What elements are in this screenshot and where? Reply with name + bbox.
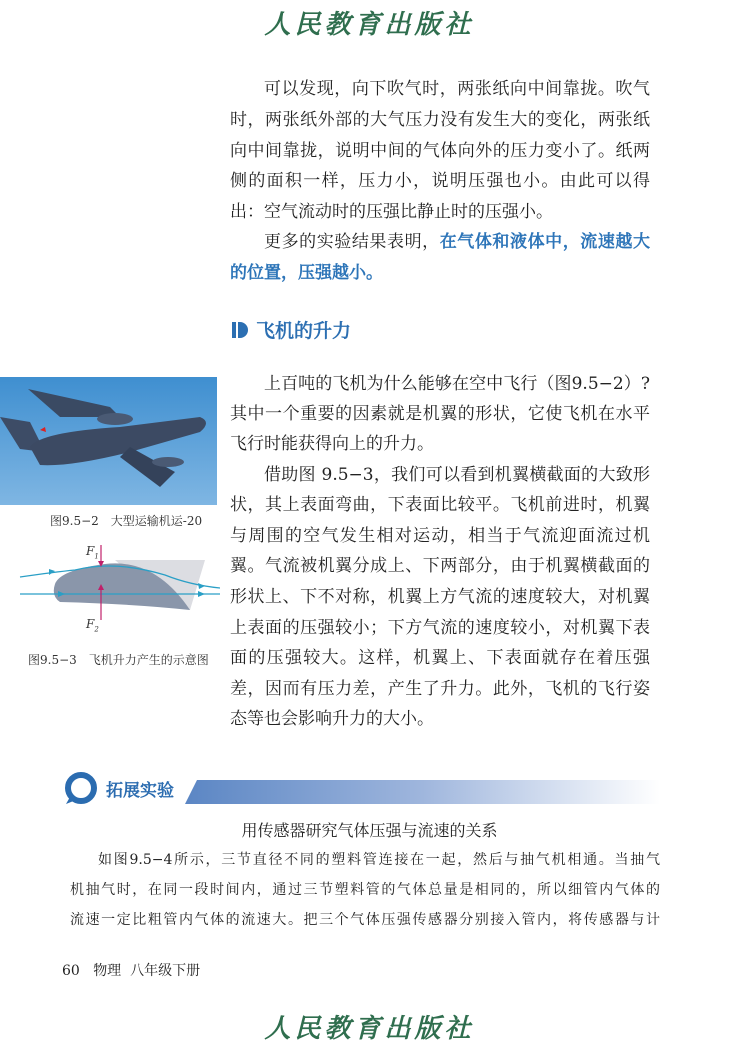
text-line: 出：空气流动时的压强比静止时的压强小。 [230, 202, 553, 222]
text-line: 向中间靠拢，说明中间的气体向外的压力变小了。纸两 [230, 141, 650, 161]
text-line: 态等也会影响升力的大小。 [230, 709, 434, 729]
text-line: 流速一定比粗管内气体的流速大。把三个气体压强传感器分别接入管内，将传感器与计 [70, 912, 660, 928]
figure-caption: 图9.5−2 大型运输机运-20 [50, 514, 203, 528]
text-line: 其中一个重要的因素就是机翼的形状，它使飞机在水平 [230, 404, 650, 424]
banner-bar [185, 780, 660, 804]
experiment-title: 用传感器研究气体压强与流速的关系 [241, 821, 498, 840]
section-heading [232, 316, 351, 343]
transport-plane-photo [0, 377, 217, 505]
figure-caption: 图9.5−3 飞机升力产生的示意图 [28, 653, 209, 667]
text-line: 侧的面积一样，压力小，说明压强也小。由此可以得 [230, 171, 650, 191]
publisher-logo-top: 人民教育出版社 [264, 10, 475, 40]
heading-text: 飞机的升力 [256, 320, 352, 342]
conclusion-highlight: 在气体和液体中，流速越大 [439, 232, 651, 252]
text-line: 上表面的压强较小；下方气流的速度较小，对机翼下表 [230, 618, 650, 638]
text-line [264, 231, 650, 253]
text-line: 如图9.5−4所示，三节直径不同的塑料管连接在一起，然后与抽气机相通。当抽气 [98, 852, 660, 868]
text-line: 面的压强较大。这样，机翼上、下表面就存在着压强 [230, 648, 650, 668]
text-line: 与周围的空气发生相对运动，相当于气流迎面流过机 [230, 526, 650, 546]
magnifier-icon [64, 772, 100, 806]
text-line: 上百吨的飞机为什么能够在空中飞行（图9.5−2）? [264, 374, 650, 394]
text-line: 状，其上表面弯曲，下表面比较平。飞机前进时，机翼 [230, 495, 650, 515]
publisher-logo-bottom: 人民教育出版社 [264, 1014, 475, 1044]
text-line: 差，因而有压力差，产生了升力。此外，飞机的飞行姿 [230, 679, 650, 699]
subject: 物理 [93, 963, 122, 979]
text-line: 飞行时能获得向上的升力。 [230, 434, 434, 454]
text-line: 可以发现，向下吹气时，两张纸向中间靠拢。吹气 [264, 79, 650, 99]
banner-title: 拓展实验 [106, 781, 174, 801]
text-line: 借助图 9.5−3，我们可以看到机翼横截面的大致形 [264, 465, 650, 485]
page-footer [62, 960, 200, 980]
conclusion-highlight: 的位置，压强越小。 [230, 263, 383, 283]
page-number: 60 [62, 963, 80, 979]
force-f1-label: $F_1$ [86, 544, 99, 561]
grade: 八年级下册 [130, 963, 201, 979]
text-line: 时，两张纸外部的大气压力没有发生大的变化，两张纸 [230, 110, 650, 130]
text-line: 机抽气时，在同一段时间内，通过三节塑料管的气体总量是相同的，所以细管内气体的 [70, 882, 660, 898]
force-f2-label: $F_2$ [86, 617, 99, 634]
extension-banner [60, 772, 660, 804]
text-line: 形状上、下不对称，机翼上方气流的速度较大，对机翼 [230, 587, 650, 607]
wing-lift-diagram [15, 540, 220, 640]
text-line: 翼。气流被机翼分成上、下两部分，由于机翼横截面的 [230, 556, 650, 576]
conclusion-prefix: 更多的实验结果表明， [264, 232, 440, 252]
heading-marker-icon [232, 321, 248, 339]
